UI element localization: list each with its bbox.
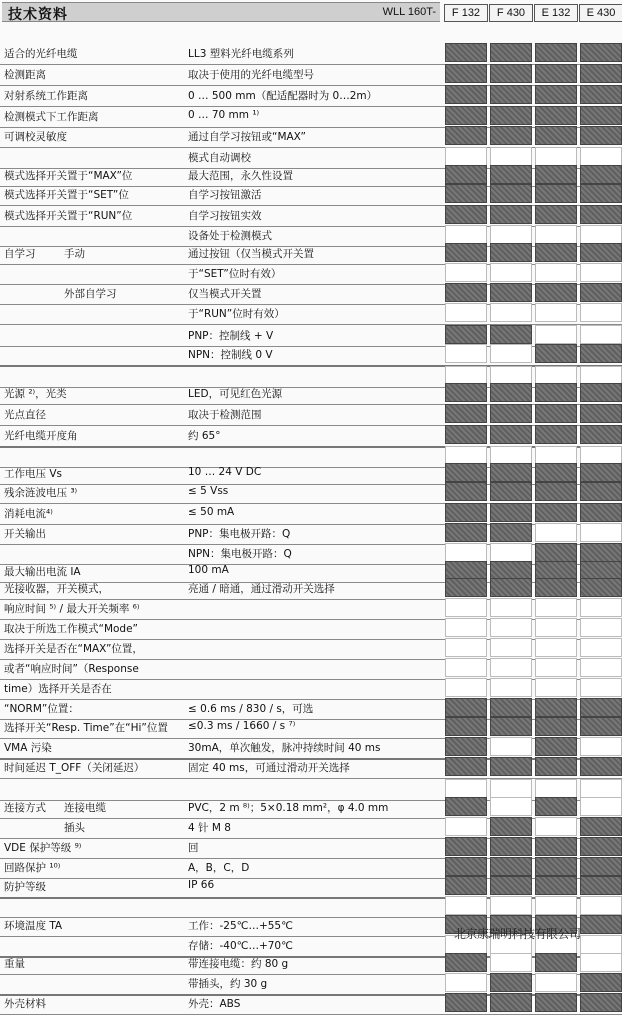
applicability-cell <box>445 243 487 262</box>
row-label: 残余涟波电压 ³⁾ <box>4 487 78 499</box>
applicability-cell <box>490 678 532 697</box>
applicability-cell <box>490 425 532 444</box>
row-sublabel: 手动 <box>64 248 85 260</box>
applicability-cell <box>535 165 577 184</box>
table-row <box>0 125 622 148</box>
applicability-cell <box>580 482 622 501</box>
row-value: PVC，2 m ⁸⁾；5×0.18 mm²，φ 4.0 mm <box>188 802 389 814</box>
table-row <box>0 302 622 325</box>
row-value: NPN：控制线 0 V <box>188 349 273 361</box>
applicability-cell <box>535 896 577 915</box>
applicability-cell <box>535 344 577 363</box>
title-bar <box>2 2 440 22</box>
applicability-cell <box>580 857 622 876</box>
applicability-cell <box>490 106 532 125</box>
row-label: 模式选择开关置于“RUN”位 <box>4 210 133 222</box>
applicability-cell <box>535 85 577 104</box>
row-value: ≤ 5 Vss <box>188 485 229 497</box>
applicability-cell <box>490 184 532 203</box>
applicability-cell <box>580 993 622 1012</box>
applicability-cell <box>445 857 487 876</box>
applicability-cell <box>580 678 622 697</box>
applicability-cell <box>535 757 577 776</box>
row-label: “NORM”位置： <box>4 703 79 715</box>
applicability-cell <box>445 165 487 184</box>
applicability-cell <box>445 482 487 501</box>
applicability-cell <box>580 503 622 522</box>
row-label: 防护等级 <box>4 881 46 893</box>
table-row <box>0 481 622 504</box>
row-value: IP 66 <box>188 879 215 891</box>
row-value: 0 … 500 mm（配适配器时为 0…2m） <box>188 90 378 102</box>
applicability-cell <box>490 717 532 736</box>
applicability-cell <box>445 757 487 776</box>
row-value: 约 65° <box>188 430 221 442</box>
row-value: LL3 塑料光纤电缆系列 <box>188 48 294 60</box>
applicability-cell <box>580 896 622 915</box>
applicability-cell <box>445 263 487 282</box>
applicability-cell <box>445 638 487 657</box>
applicability-cell <box>445 618 487 637</box>
row-label: 对射系统工作距离 <box>4 90 88 102</box>
applicability-cell <box>490 165 532 184</box>
row-label: 可调校灵敏度 <box>4 131 67 143</box>
applicability-cell <box>490 737 532 756</box>
applicability-cell <box>535 43 577 62</box>
row-value: 取决于使用的光纤电缆型号 <box>188 69 314 81</box>
applicability-cell <box>490 303 532 322</box>
applicability-cell <box>490 344 532 363</box>
applicability-cell <box>580 85 622 104</box>
row-label: 适合的光纤电缆 <box>4 48 78 60</box>
applicability-cell <box>445 503 487 522</box>
applicability-cell <box>580 184 622 203</box>
row-label: 响应时间 ⁵⁾ / 最大开关频率 ⁶⁾ <box>4 603 140 615</box>
applicability-cell <box>580 425 622 444</box>
applicability-cell <box>535 618 577 637</box>
applicability-cell <box>490 953 532 972</box>
applicability-cell <box>535 383 577 402</box>
row-sublabel: 连接电缆 <box>64 802 106 814</box>
row-label: 消耗电流⁴⁾ <box>4 508 53 520</box>
applicability-cell <box>490 797 532 816</box>
applicability-cell <box>445 43 487 62</box>
applicability-cell <box>490 698 532 717</box>
row-value: ≤ 0.6 ms / 830 / s，可选 <box>188 703 314 715</box>
applicability-cell <box>580 205 622 224</box>
applicability-cell <box>445 698 487 717</box>
applicability-cell <box>490 896 532 915</box>
applicability-cell <box>445 678 487 697</box>
applicability-cell <box>535 717 577 736</box>
applicability-cell <box>580 463 622 482</box>
applicability-cell <box>445 658 487 677</box>
applicability-cell <box>535 817 577 836</box>
row-label: 光纤电缆开度角 <box>4 430 78 442</box>
row-sublabel: 插头 <box>64 822 85 834</box>
applicability-cell <box>445 85 487 104</box>
applicability-cell <box>490 243 532 262</box>
applicability-cell <box>580 817 622 836</box>
row-value: 于“SET”位时有效） <box>188 268 282 280</box>
row-value: 通过自学习按钮或“MAX” <box>188 131 306 143</box>
applicability-cell <box>535 638 577 657</box>
applicability-cell <box>535 463 577 482</box>
applicability-cell <box>580 658 622 677</box>
applicability-cell <box>445 973 487 992</box>
row-value: LED，可见红色光源 <box>188 388 283 400</box>
applicability-cell <box>580 638 622 657</box>
applicability-cell <box>535 64 577 83</box>
applicability-cell <box>445 184 487 203</box>
row-label: 最大输出电流 IA <box>4 566 81 578</box>
applicability-cell <box>445 737 487 756</box>
applicability-cell <box>445 578 487 597</box>
applicability-cell <box>490 503 532 522</box>
table-row <box>0 756 622 779</box>
applicability-cell <box>445 126 487 145</box>
row-label: 模式选择开关置于“SET”位 <box>4 189 129 201</box>
row-label: 取决于所选工作模式“Mode” <box>4 623 138 635</box>
applicability-cell <box>535 106 577 125</box>
applicability-cell <box>445 797 487 816</box>
row-label: 模式选择开关置于“MAX”位 <box>4 170 133 182</box>
applicability-cell <box>445 383 487 402</box>
table-row <box>0 382 622 405</box>
applicability-cell <box>580 523 622 542</box>
applicability-cell <box>490 973 532 992</box>
applicability-cell <box>580 404 622 423</box>
row-sublabel: 外部自学习 <box>64 288 117 300</box>
row-value: 100 mA <box>188 564 229 576</box>
table-row <box>0 992 622 1015</box>
row-label: 或者“响应时间”（Response <box>4 663 139 675</box>
applicability-cell <box>535 598 577 617</box>
applicability-cell <box>535 425 577 444</box>
applicability-cell <box>490 857 532 876</box>
applicability-cell <box>580 578 622 597</box>
applicability-cell <box>490 598 532 617</box>
applicability-cell <box>580 717 622 736</box>
applicability-cell <box>580 737 622 756</box>
applicability-cell <box>535 283 577 302</box>
applicability-cell <box>445 344 487 363</box>
row-value: 30mA，单次触发，脉冲持续时间 40 ms <box>188 742 381 754</box>
row-value: PNP：集电极开路：Q <box>188 528 291 540</box>
table-row <box>0 403 622 426</box>
applicability-cell <box>445 953 487 972</box>
column-header-e430: E 430 <box>579 4 622 22</box>
applicability-cell <box>445 64 487 83</box>
applicability-cell <box>580 973 622 992</box>
row-label: VDE 保护等级 ⁹⁾ <box>4 842 82 854</box>
applicability-cell <box>490 43 532 62</box>
applicability-cell <box>535 797 577 816</box>
row-value: ≤ 50 mA <box>188 506 235 518</box>
row-value: 设备处于检测模式 <box>188 230 272 242</box>
company-watermark: 北京康瑞明科技有限公司 <box>454 927 581 941</box>
row-value: 回 <box>188 842 199 854</box>
applicability-cell <box>535 184 577 203</box>
row-label: 光点直径 <box>4 409 46 421</box>
applicability-cell <box>580 876 622 895</box>
row-label: 重量 <box>4 958 25 970</box>
applicability-cell <box>535 698 577 717</box>
applicability-cell <box>535 876 577 895</box>
header <box>0 0 622 24</box>
row-label: time）选择开关是否在 <box>4 683 112 695</box>
row-value: 自学习按钮激活 <box>188 189 262 201</box>
applicability-cell <box>535 263 577 282</box>
applicability-cell <box>535 973 577 992</box>
row-value: 10 … 24 V DC <box>188 466 262 478</box>
applicability-cell <box>490 383 532 402</box>
applicability-cell <box>445 425 487 444</box>
applicability-cell <box>445 283 487 302</box>
applicability-cell <box>535 953 577 972</box>
applicability-cell <box>490 578 532 597</box>
applicability-cell <box>490 126 532 145</box>
table-row <box>0 42 622 65</box>
row-label: 回路保护 ¹⁰⁾ <box>4 862 61 874</box>
row-value: 于“RUN”位时有效） <box>188 308 285 320</box>
row-value: NPN：集电极开路：Q <box>188 548 292 560</box>
applicability-cell <box>535 126 577 145</box>
applicability-cell <box>490 263 532 282</box>
applicability-cell <box>445 523 487 542</box>
row-label: 选择开关“Resp. Time”在“Hi”位置 <box>4 722 168 734</box>
applicability-cell <box>535 993 577 1012</box>
model-name: WLL 160T- <box>382 6 436 18</box>
table-row <box>0 183 622 206</box>
applicability-cell <box>580 64 622 83</box>
applicability-cell <box>580 303 622 322</box>
applicability-cell <box>580 837 622 856</box>
table-row <box>0 84 622 107</box>
applicability-cell <box>580 344 622 363</box>
applicability-cell <box>535 503 577 522</box>
row-label: 检测距离 <box>4 69 46 81</box>
applicability-cell <box>490 325 532 344</box>
applicability-cell <box>580 43 622 62</box>
table-row <box>0 343 622 367</box>
row-value: 仅当模式开关置 <box>188 288 262 300</box>
applicability-cell <box>490 618 532 637</box>
applicability-cell <box>490 837 532 856</box>
applicability-cell <box>535 243 577 262</box>
applicability-cell <box>445 404 487 423</box>
row-value: 4 针 M 8 <box>188 822 231 834</box>
row-value: 最大范围，永久性设置 <box>188 170 293 182</box>
applicability-cell <box>445 106 487 125</box>
applicability-cell <box>535 737 577 756</box>
row-value: 自学习按钮实效 <box>188 210 262 222</box>
applicability-cell <box>490 64 532 83</box>
applicability-cell <box>490 993 532 1012</box>
applicability-cell <box>580 757 622 776</box>
row-value: 存储：-40℃…+70℃ <box>188 940 293 952</box>
applicability-cell <box>580 698 622 717</box>
applicability-cell <box>445 325 487 344</box>
applicability-cell <box>445 598 487 617</box>
applicability-cell <box>535 857 577 876</box>
row-value: 模式自动调校 <box>188 152 251 164</box>
applicability-cell <box>445 896 487 915</box>
row-label: 自学习 <box>4 248 36 260</box>
row-value: 取决于检测范围 <box>188 409 262 421</box>
row-value: 0 … 70 mm ¹⁾ <box>188 109 260 121</box>
applicability-cell <box>490 817 532 836</box>
row-value: A，B，C，D <box>188 862 250 874</box>
row-value: 亮通 / 暗通，通过滑动开关选择 <box>188 583 335 595</box>
applicability-cell <box>580 325 622 344</box>
applicability-cell <box>580 915 622 934</box>
row-value: ≤0.3 ms / 1660 / s ⁷⁾ <box>188 720 296 732</box>
applicability-cell <box>490 404 532 423</box>
applicability-cell <box>580 283 622 302</box>
applicability-cell <box>535 678 577 697</box>
applicability-cell <box>490 205 532 224</box>
row-label: 光源 ²⁾，光类 <box>4 388 67 400</box>
applicability-cell <box>490 876 532 895</box>
applicability-cell <box>580 165 622 184</box>
applicability-cell <box>535 404 577 423</box>
row-label: 连接方式 <box>4 802 46 814</box>
applicability-cell <box>580 797 622 816</box>
applicability-cell <box>580 383 622 402</box>
applicability-cell <box>445 993 487 1012</box>
applicability-cell <box>490 85 532 104</box>
applicability-cell <box>445 876 487 895</box>
applicability-cell <box>535 523 577 542</box>
row-label: 检测模式下工作距离 <box>4 111 99 123</box>
row-value: 工作：-25℃…+55℃ <box>188 920 293 932</box>
row-label: 外壳材料 <box>4 998 46 1010</box>
applicability-cell <box>535 837 577 856</box>
column-header-f430: F 430 <box>489 4 533 22</box>
applicability-cell <box>535 325 577 344</box>
page-title: 技术资料 <box>8 7 68 23</box>
applicability-cell <box>535 658 577 677</box>
applicability-cell <box>535 303 577 322</box>
row-value: PNP：控制线 + V <box>188 330 274 342</box>
row-label: VMA 污染 <box>4 742 52 754</box>
applicability-cell <box>580 953 622 972</box>
applicability-cell <box>490 482 532 501</box>
applicability-cell <box>445 463 487 482</box>
applicability-cell <box>490 283 532 302</box>
applicability-cell <box>580 263 622 282</box>
row-value: 带连接电缆：约 80 g <box>188 958 289 970</box>
applicability-cell <box>580 243 622 262</box>
row-value: 通过按钮（仅当模式开关置 <box>188 248 314 260</box>
applicability-cell <box>445 205 487 224</box>
applicability-cell <box>490 757 532 776</box>
row-value: 固定 40 ms，可通过滑动开关选择 <box>188 762 350 774</box>
column-header-e132: E 132 <box>534 4 578 22</box>
applicability-cell <box>445 717 487 736</box>
applicability-cell <box>445 303 487 322</box>
row-label: 开关输出 <box>4 528 46 540</box>
row-value: 带插头，约 30 g <box>188 978 268 990</box>
row-label: 环境温度 TA <box>4 920 63 932</box>
applicability-cell <box>490 463 532 482</box>
applicability-cell <box>580 126 622 145</box>
applicability-cell <box>445 837 487 856</box>
row-value: 外壳：ABS <box>188 998 241 1010</box>
applicability-cell <box>490 638 532 657</box>
applicability-cell <box>490 658 532 677</box>
table-row <box>0 63 622 86</box>
applicability-cell <box>490 523 532 542</box>
applicability-cell <box>580 598 622 617</box>
applicability-cell <box>535 482 577 501</box>
applicability-cell <box>580 106 622 125</box>
row-label: 光接收器，开关模式， <box>4 583 109 595</box>
row-label: 工作电压 Vs <box>4 468 62 480</box>
row-label: 时间延迟 T_OFF（关闭延迟） <box>4 762 145 774</box>
row-label: 选择开关是否在“MAX”位置， <box>4 643 143 655</box>
applicability-cell <box>580 618 622 637</box>
applicability-cell <box>535 205 577 224</box>
applicability-cell <box>535 578 577 597</box>
applicability-cell <box>445 817 487 836</box>
column-header-f132: F 132 <box>444 4 488 22</box>
